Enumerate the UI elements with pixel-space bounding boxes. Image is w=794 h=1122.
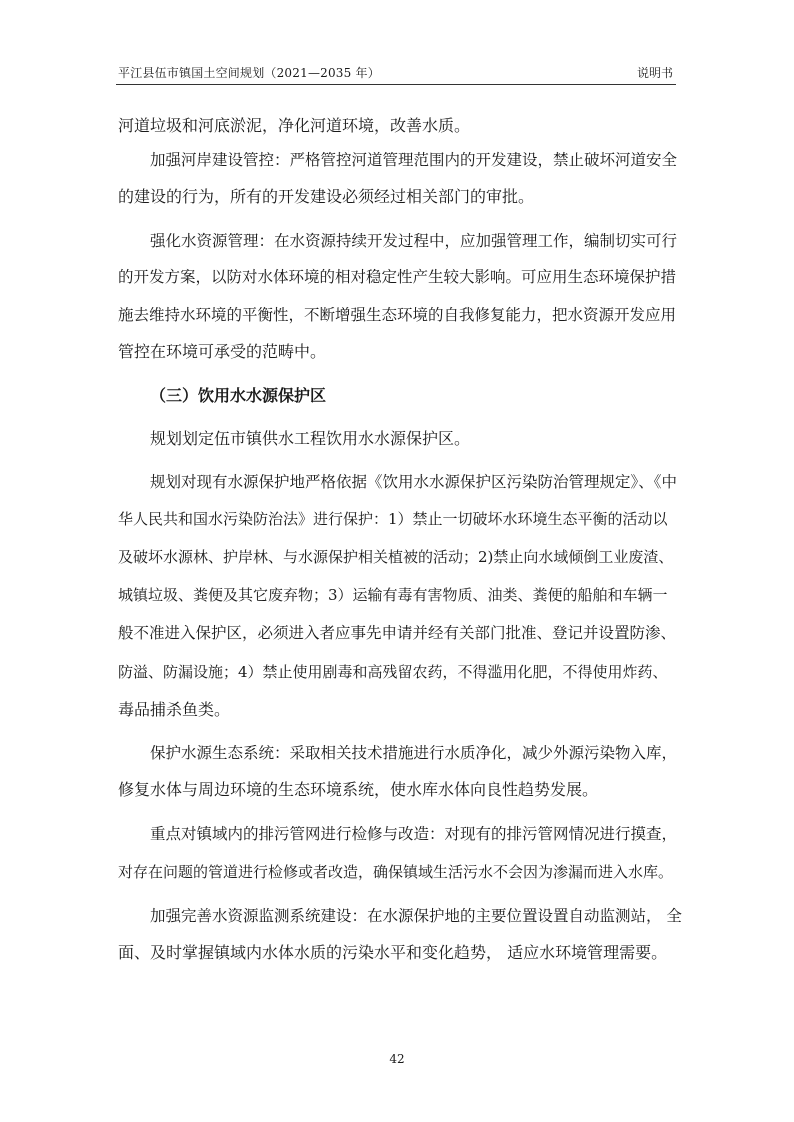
text-line: 管控在环境可承受的范畴中。 [118,342,327,361]
text-line: 毒品捕杀鱼类。 [118,700,231,719]
text-line: 般不准进入保护区，必须进入者应事先申请并经有关部门批准、登记并设置防渗、 [118,624,677,642]
text-line: 城镇垃圾、粪便及其它废弃物；3）运输有毒有害物质、油类、粪便的船舶和车辆一 [118,586,668,604]
text-line: 面、及时掌握镇域内水体水质的污染水平和变化趋势， 适应水环境管理需要。 [118,943,668,962]
text-line: 的开发方案，以防对水体环境的相对稳定性产生较大影响。可应用生态环境保护措 [118,268,677,286]
text-line: 及破坏水源林、护岸林、与水源保护相关植被的活动；2)禁止向水域倾倒工业废渣、 [118,548,674,566]
header-divider [116,84,676,85]
text-line: 防溢、防漏设施；4）禁止使用剧毒和高残留农药，不得滥用化肥，不得使用炸药、 [118,663,668,681]
paragraph-start: 加强完善水资源监测系统建设：在水源保护地的主要位置设置自动监测站， 全 [150,907,682,925]
text-line: 华人民共和国水污染防治法》进行保护：1）禁止一切破坏水环境生态平衡的活动以 [118,510,668,528]
section-heading: （三）饮用水水源保护区 [150,386,327,405]
text-line: 施去维持水环境的平衡性，不断增强生态环境的自我修复能力，把水资源开发应用 [118,306,677,324]
text-line: 河道垃圾和河底淤泥，净化河道环境，改善水质。 [118,116,471,135]
paragraph-start: 加强河岸建设管控：严格管控河道管理范围内的开发建设，禁止破坏河道安全 [150,151,678,169]
page-number: 42 [389,1052,405,1066]
text-line: 修复水体与周边环境的生态环境系统，使水库水体向良性趋势发展。 [118,780,599,799]
document-type: 说明书 [636,66,673,80]
paragraph-start: 规划划定伍市镇供水工程饮用水水源保护区。 [150,429,471,448]
paragraph-start: 规划对现有水源保护地严格依据《饮用水水源保护区污染防治管理规定》、《中 [150,473,678,491]
text-line: 的建设的行为，所有的开发建设必须经过相关部门的审批。 [118,187,535,206]
paragraph-start: 强化水资源管理：在水资源持续开发过程中，应加强管理工作，编制切实可行 [150,232,678,250]
text-line: 对存在问题的管道进行检修或者改造，确保镇域生活污水不会因为渗漏而进入水库。 [118,863,674,881]
document-title: 平江县伍市镇国土空间规划（2021—2035 年） [118,66,380,80]
paragraph-start: 重点对镇域内的排污管网进行检修与改造：对现有的排污管网情况进行摸查， [150,825,678,843]
paragraph-start: 保护水源生态系统：采取相关技术措施进行水质净化，减少外源污染物入库， [150,744,678,762]
